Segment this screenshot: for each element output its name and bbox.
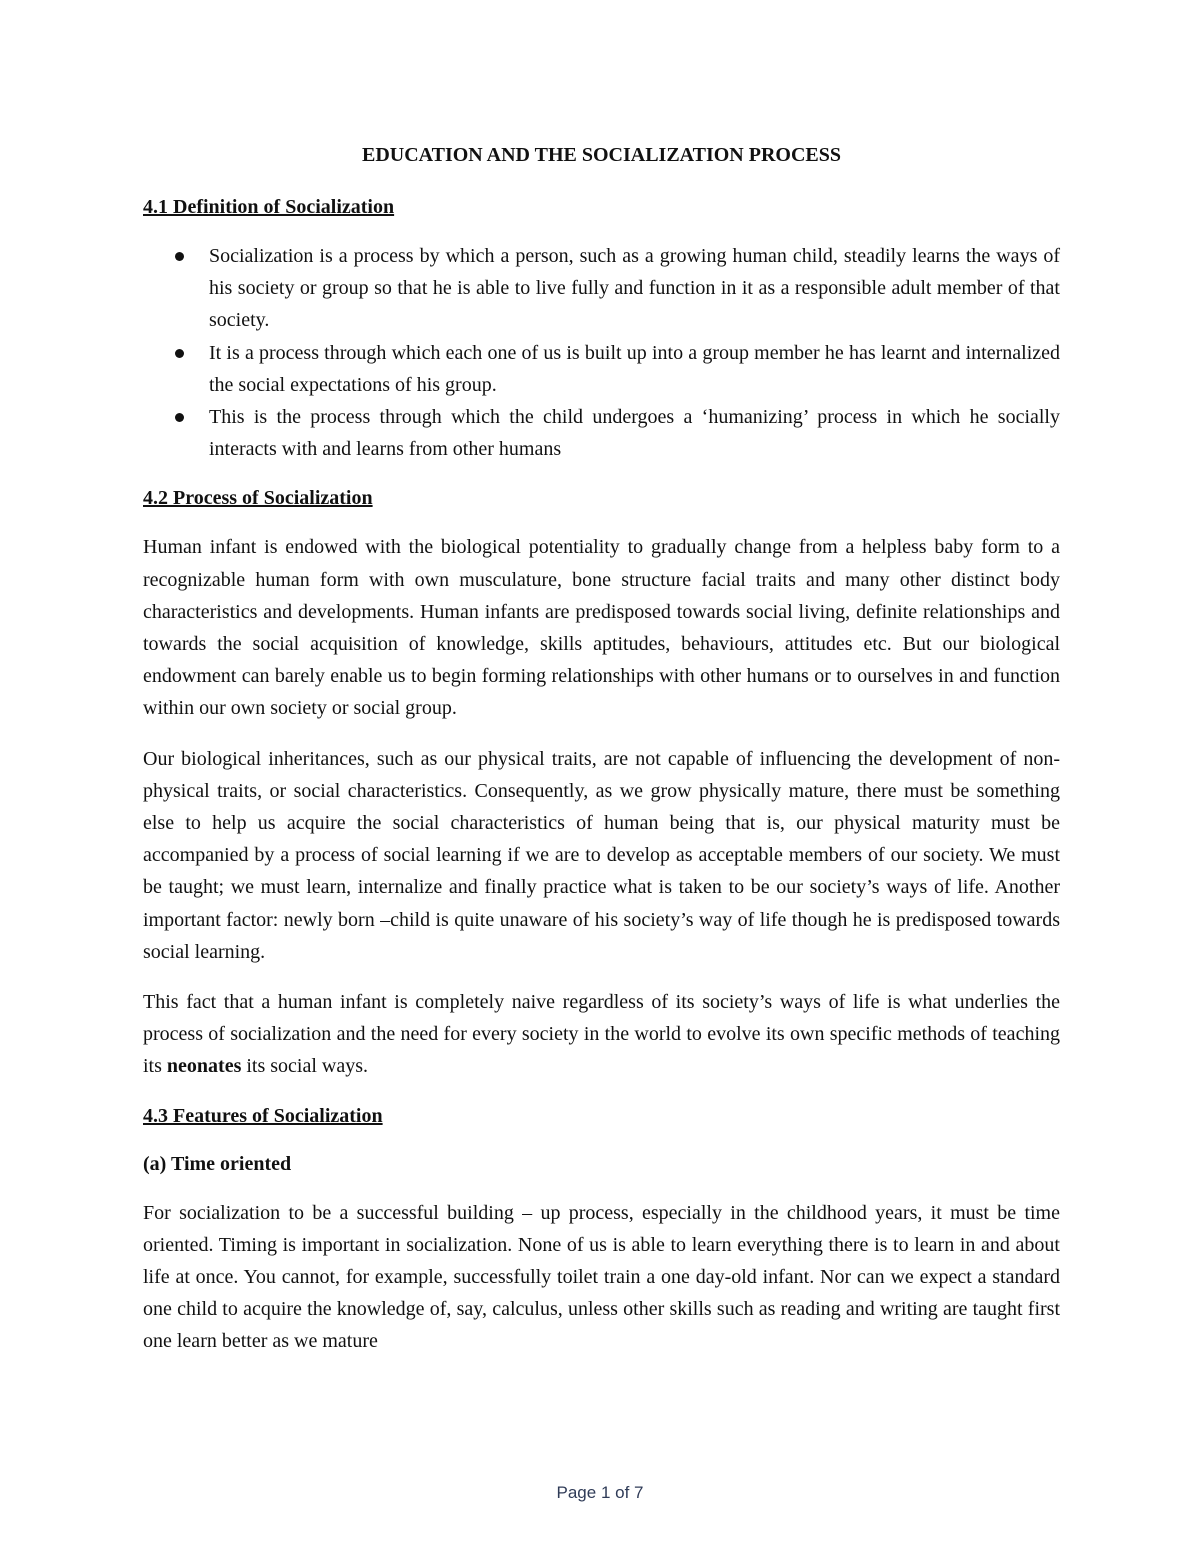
paragraph: Our biological inheritances, such as our physical traits, are not capable of influencing the development of non- physical traits, or social characteristics. Consequently, as we grow physically mature, there must be something else to help us acquire the social characteristics of human being that is, our physical maturity must be accompanied by a process of social learning if we are to develop as acceptable members of our society. We must be taught; we must learn, internalize and finally practice what is taken to be our society’s ways of life. Another important factor: newly born –child is quite unaware of his society’s way of life though he is predisposed towards social learning. [143, 747, 1060, 963]
bullet-icon [175, 349, 184, 358]
section-heading-definition: 4.1 Definition of Socialization [143, 196, 395, 218]
bullet-text: This is the process through which the child undergoes a ‘humanizing’ process in which he socially interacts with and learns from other humans [209, 406, 1060, 461]
paragraph: For socialization to be a successful building – up process, especially in the childhood years, it must be time oriented. Timing is important in socialization. None of us is able to learn everything there is to learn in and about life at once. You cannot, for example, successfully toilet train a one day-old infant. Nor can we expect a standard one child to acquire the knowledge of, say, calculus, unless other skills such as reading and writing are taught first one learn better as we mature [143, 1201, 1060, 1353]
section-heading-process: 4.2 Process of Socialization [143, 487, 373, 510]
document-title: EDUCATION AND THE SOCIALIZATION PROCESS [362, 144, 841, 166]
definition-bullet-list [143, 240, 1060, 465]
bullet-text: It is a process through which each one of us is built up into a group member he has learnt and internalized the social expectations of his group. [209, 341, 1060, 396]
page-number-footer: Page 1 of 7 [556, 1483, 644, 1502]
bullet-icon [175, 413, 184, 422]
paragraph: Human infant is endowed with the biological potentiality to gradually change from a helpless baby form to a recognizable human form with own musculature, bone structure facial traits and many other distinct body characteristics and developments. Human infants are predisposed towards social living, definite relationships and towards the social acquisition of knowledge, skills aptitudes, behaviours, attitudes etc. But our biological endowment can barely enable us to begin forming relationships with other humans or to ourselves in and function within our own society or social group. [143, 536, 1060, 720]
closing-text-before: This fact that a human infant is completely naive regardless of its society’s ways of life is what underlies the process of socialization and the need for every society in the world to evolve its own specific methods of teaching its [143, 991, 1060, 1078]
paragraph-closing [143, 986, 1060, 1083]
page-content [143, 140, 1060, 1376]
subheading-time-oriented: (a) Time oriented [143, 1152, 292, 1175]
bullet-text: Socialization is a process by which a person, such as a growing human child, steadily learns the ways of his society or group so that he is able to live fully and function in it as a responsible adult member of that society. [209, 245, 1060, 332]
bullet-item [143, 337, 1060, 401]
bullet-item [143, 401, 1060, 465]
bullet-item [143, 240, 1060, 337]
bullet-icon [175, 252, 184, 261]
section-heading-features: 4.3 Features of Socialization [143, 1104, 383, 1127]
neonates-bold-term: neonates [166, 1055, 242, 1078]
closing-text-after: its social ways. [241, 1055, 369, 1078]
